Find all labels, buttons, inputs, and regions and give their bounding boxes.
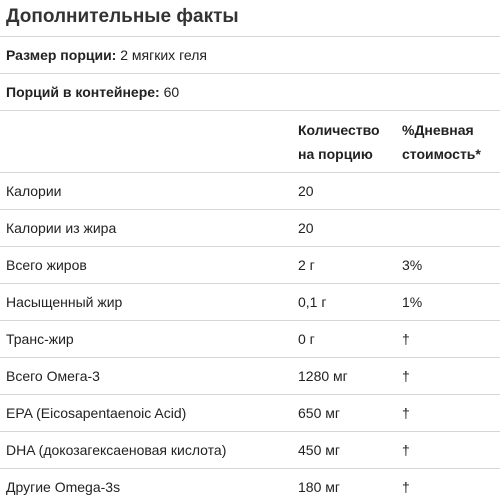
divider	[0, 357, 500, 358]
nutrient-name: Насыщенный жир	[6, 294, 123, 310]
divider	[0, 73, 500, 74]
divider	[0, 36, 500, 37]
daily-value-header: %Дневная стоимость*	[402, 122, 481, 162]
serving-size-label: Размер порции:	[6, 47, 117, 63]
servings-per-container-value: 60	[159, 84, 180, 100]
serving-size	[6, 47, 207, 63]
serving-size-value: 2 мягких геля	[116, 47, 207, 63]
nutrient-name: EPA (Eicosapentaenoic Acid)	[6, 405, 187, 421]
servings-per-container-label: Порций в контейнере:	[6, 84, 160, 100]
nutrient-name: DHA (докозагексаеновая кислота)	[6, 442, 227, 458]
nutrient-daily-value: †	[402, 405, 410, 421]
nutrient-amount: 20	[298, 183, 314, 199]
divider	[0, 431, 500, 432]
nutrient-daily-value: †	[402, 479, 410, 495]
servings-per-container	[6, 84, 179, 100]
nutrient-amount: 2 г	[298, 257, 315, 273]
nutrient-amount: 650 мг	[298, 405, 340, 421]
divider	[0, 320, 500, 321]
divider	[0, 283, 500, 284]
nutrient-amount: 20	[298, 220, 314, 236]
nutrient-daily-value: 3%	[402, 257, 423, 273]
nutrient-amount: 0 г	[298, 331, 315, 347]
panel-title: Дополнительные факты	[6, 6, 239, 27]
nutrient-amount: 1280 мг	[298, 368, 348, 384]
nutrient-name: Транс-жир	[6, 331, 74, 347]
nutrient-name: Другие Omega-3s	[6, 479, 121, 495]
nutrient-daily-value: †	[402, 368, 410, 384]
nutrient-daily-value: †	[402, 442, 410, 458]
nutrient-amount: 450 мг	[298, 442, 340, 458]
divider	[0, 172, 500, 173]
divider	[0, 209, 500, 210]
nutrient-name: Всего жиров	[6, 257, 87, 273]
divider	[0, 468, 500, 469]
nutrient-name: Калории	[6, 183, 62, 199]
divider	[0, 246, 500, 247]
divider	[0, 394, 500, 395]
nutrient-name: Калории из жира	[6, 220, 117, 236]
nutrient-amount: 0,1 г	[298, 294, 327, 310]
nutrient-daily-value: 1%	[402, 294, 423, 310]
divider	[0, 110, 500, 111]
nutrient-amount: 180 мг	[298, 479, 340, 495]
amount-per-serving-header: Количество на порцию	[298, 122, 380, 162]
nutrient-name: Всего Омега-3	[6, 368, 100, 384]
nutrient-daily-value: †	[402, 331, 410, 347]
